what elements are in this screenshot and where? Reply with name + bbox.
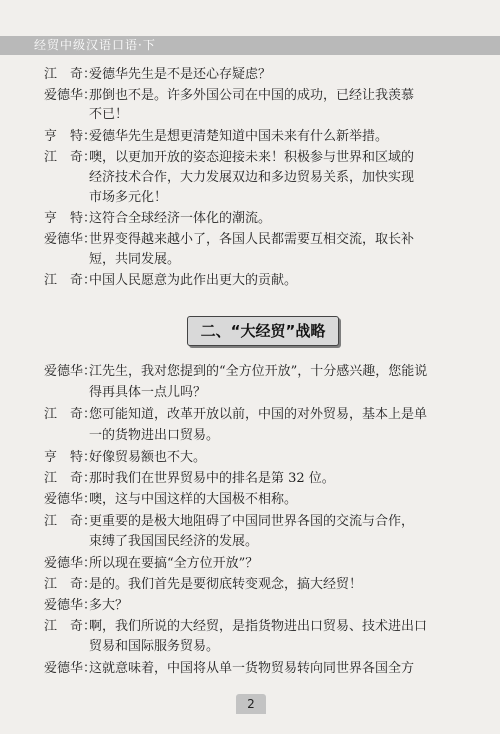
dialogue-line [44,618,474,635]
dialogue-line [44,660,474,677]
dialogue-line [44,449,474,466]
speaker-label: 爱德华： [44,88,97,103]
line-text: 江先生，我对您提到的“全方位开放”，十分感兴趣，您能说 [89,364,428,379]
dialogue-line [44,491,474,508]
speaker-label: 江 奇： [44,407,97,422]
line-text: 贸易和国际服务贸易。 [89,639,220,654]
line-text: 爱德华先生是不是还心存疑虑？ [89,67,272,82]
dialogue-line [44,87,474,104]
speaker-label: 爱德华： [44,556,97,571]
line-text: 中国人民愿意为此作出更大的贡献。 [89,273,298,288]
speaker-label: 江 奇： [44,514,97,529]
line-text: 得再具体一点儿吗？ [89,385,207,400]
dialogue-line [44,128,474,145]
line-text: 噢，以更加开放的姿态迎接未来！积极参与世界和区域的 [89,150,415,165]
speaker-label: 亨 特： [44,211,97,226]
speaker-label: 江 奇： [44,471,97,486]
line-text: 一的货物进出口贸易。 [89,428,220,443]
dialogue-line [44,169,474,186]
speaker-label: 爱德华： [44,492,97,507]
dialogue-line [44,384,474,401]
dialogue-line [44,210,474,227]
speaker-label: 江 奇： [44,150,97,165]
line-text: 好像贸易额也不大。 [89,450,207,465]
dialogue-line [44,470,474,487]
speaker-label: 爱德华： [44,364,97,379]
page-number: 2 [247,697,255,711]
line-text: 短，共同发展。 [89,252,181,267]
dialogue-line [44,533,474,550]
line-text: 您可能知道，改革开放以前，中国的对外贸易，基本上是单 [89,407,428,422]
dialogue-line [44,576,474,593]
dialogue-line [44,251,474,268]
line-text: 那倒也不是。许多外国公司在中国的成功，已经让我羡慕 [89,88,415,103]
speaker-label: 亨 特： [44,450,97,465]
line-text: 不已！ [89,107,129,122]
dialogue-line [44,513,474,530]
speaker-label: 江 奇： [44,273,97,288]
line-text: 啊，我们所说的大经贸，是指货物进出口贸易、技术进出口 [89,619,428,634]
dialogue-line [44,66,474,83]
line-text: 这符合全球经济一体化的潮流。 [89,211,272,226]
dialogue-line [44,638,474,655]
line-text: 经济技术合作，大力发展双边和多边贸易关系，加快实现 [89,170,415,185]
speaker-label: 亨 特： [44,129,97,144]
line-text: 是的。我们首先是要彻底转变观念，搞大经贸！ [89,577,363,592]
speaker-label: 爱德华： [44,661,97,676]
dialogue-line [44,363,474,380]
speaker-label: 爱德华： [44,598,97,613]
section-heading: 二、“大经贸”战略 [187,316,339,346]
dialogue-line [44,406,474,423]
dialogue-line [44,427,474,444]
dialogue-line [44,231,474,248]
line-text: 那时我们在世界贸易中的排名是第 32 位。 [89,471,335,486]
dialogue-line [44,149,474,166]
speaker-label: 江 奇： [44,67,97,82]
dialogue-line [44,189,474,206]
dialogue-line [44,597,474,614]
running-header: 经贸中级汉语口语·下 [34,38,156,52]
line-text: 世界变得越来越小了，各国人民都需要互相交流，取长补 [89,232,415,247]
line-text: 市场多元化！ [89,190,168,205]
speaker-label: 江 奇： [44,619,97,634]
line-text: 噢，这与中国这样的大国极不相称。 [89,492,298,507]
line-text: 这就意味着，中国将从单一货物贸易转向同世界各国全方 [89,661,415,676]
dialogue-line [44,555,474,572]
dialogue-line [44,106,474,123]
speaker-label: 爱德华： [44,232,97,247]
line-text: 爱德华先生是想更清楚知道中国未来有什么新举措。 [89,129,389,144]
line-text: 多大？ [89,598,129,613]
line-text: 所以现在要搞“全方位开放”？ [89,556,259,571]
speaker-label: 江 奇： [44,577,97,592]
dialogue-line [44,272,474,289]
line-text: 束缚了我国国民经济的发展。 [89,534,259,549]
line-text: 更重要的是极大地阻碍了中国同世界各国的交流与合作， [89,514,415,529]
